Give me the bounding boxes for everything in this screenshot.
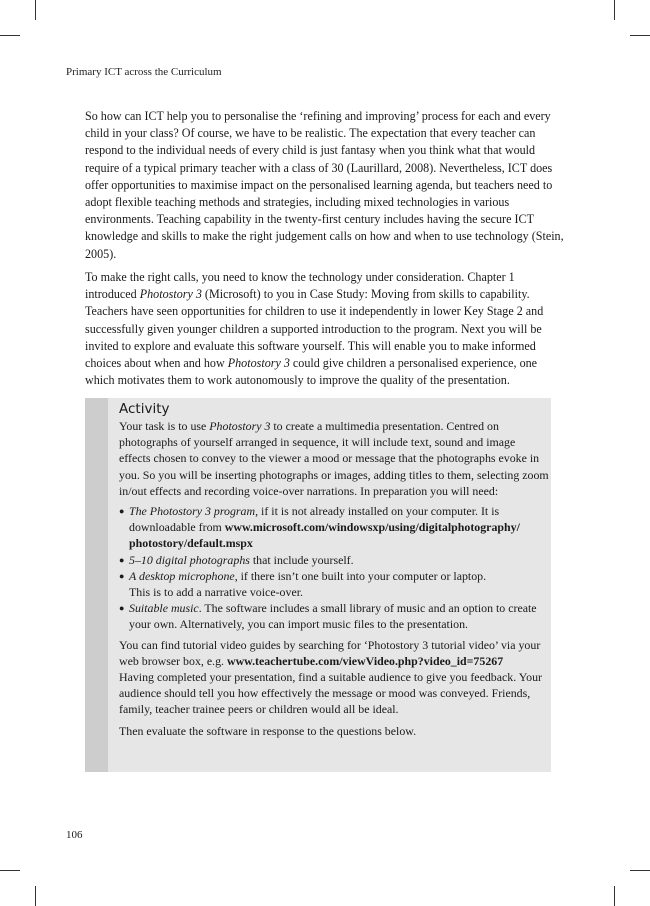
- final-instruction: Then evaluate the software in response to the questions below.: [119, 723, 417, 738]
- bullet-icon: ●: [119, 554, 125, 565]
- crop-mark: [630, 35, 650, 36]
- crop-mark: [614, 0, 615, 20]
- tutorial-text: You can find tutorial video guides by searching for ‘Photostory 3 tutorial video’ via your web browser box, e.g.: [119, 637, 541, 668]
- activity-intro-text: to create a multimedia presentation. Centred on photographs of yourself arranged in sequence, it will include text, sound and image effects chosen to convey to the viewer a mood or message that the photographs evoke in you. So you will be inserting photographs or images, adding titles to them, selecting zoom in/out effects and recording voice-over narrations. In preparation you will need:: [119, 419, 549, 498]
- item-text: . The software includes a small library of music and an option to create your own. Alternatively, you can import music files to the presentation.: [129, 601, 537, 632]
- item-text: that include yourself.: [249, 552, 354, 567]
- paragraph-2-text: To make the right calls, you need to know the technology under consideration. Chapter 1 introduced: [85, 270, 515, 302]
- bullet-icon: ●: [119, 506, 125, 517]
- crop-mark: [35, 0, 36, 20]
- list-item: [119, 503, 549, 552]
- requirements-list: [119, 503, 549, 633]
- activity-intro-text: Your task is to use: [119, 419, 210, 433]
- page-number: 106: [66, 829, 83, 841]
- paragraph-2-text: (Microsoft) to you in Case Study: Moving from skills to capability. Teachers have seen opportunities for children to use it independently in lower Key Stage 2 and successfully given younger children a supported introduction to the program. Next you will be invited to explore and evaluate this software yourself. This will enable you to make informed choices about when and how: [85, 287, 544, 371]
- software-title: Photostory 3: [209, 419, 271, 433]
- list-item: [119, 568, 549, 600]
- tutorial-text: Having completed your presentation, find a suitable audience to give you feedback. Your audience should tell you how effectively the message or mood was conveyed. Friends, family, teacher trainee peers or children would all be ideal.: [119, 670, 542, 717]
- item-text: , if there isn’t one built into your computer or laptop.: [234, 568, 487, 583]
- bullet-icon: ●: [119, 603, 125, 614]
- item-title: 5–10 digital photographs: [129, 552, 250, 567]
- crop-mark: [0, 870, 20, 871]
- software-title: Photostory 3: [139, 287, 202, 302]
- body-text: [85, 108, 565, 395]
- item-title: Suitable music: [129, 601, 199, 616]
- activity-side-bar: [85, 398, 108, 772]
- activity-box: [85, 398, 551, 772]
- item-text: This is to add a narrative voice-over.: [129, 585, 304, 600]
- paragraph-1: So how can ICT help you to personalise the ‘refining and improving’ process for each and every child in your class? Of course, we have to be realistic. The expectation that every teacher can respond to the individual needs of every child is just fantasy when you think what that would require of a typical primary teacher with a class of 30 (Laurillard, 2008). Nevertheless, ICT does offer opportunities to maximise impact on the personalised learning agenda, but teachers need to adopt flexible teaching methods and strategies, including mixed technologies in various environments. Teaching capability in the twenty-first century includes having the secure ICT knowledge and skills to make the right judgement calls on how and when to use technology (Stein, 2005).: [85, 109, 564, 261]
- item-title: A desktop microphone: [129, 568, 235, 583]
- bullet-icon: ●: [119, 570, 125, 581]
- crop-mark: [630, 870, 650, 871]
- crop-mark: [614, 886, 615, 906]
- activity-intro: [119, 418, 549, 499]
- download-link[interactable]: www.microsoft.com/windowsxp/using/digitalphotography/ photostory/default.mspx: [129, 520, 520, 551]
- tutorial-link[interactable]: www.teachertube.com/viewVideo.php?video_id=75267: [226, 653, 504, 668]
- software-title: Photostory 3: [227, 356, 290, 371]
- crop-mark: [35, 886, 36, 906]
- activity-content: [119, 400, 549, 739]
- item-text: , if it is not already installed on your computer. It is downloadable from: [129, 504, 500, 535]
- running-head: Primary ICT across the Curriculum: [66, 66, 222, 78]
- list-item: [119, 600, 549, 632]
- activity-heading: Activity: [119, 401, 170, 417]
- tutorial-paragraph: [119, 637, 549, 718]
- paragraph-2: [85, 269, 565, 389]
- list-item: [119, 552, 549, 568]
- crop-mark: [0, 35, 20, 36]
- item-title: The Photostory 3 program: [129, 504, 256, 519]
- paragraph-2-text: could give children a personalised experience, one which motivates them to work autonomously to improve the quality of the presentation.: [85, 356, 538, 388]
